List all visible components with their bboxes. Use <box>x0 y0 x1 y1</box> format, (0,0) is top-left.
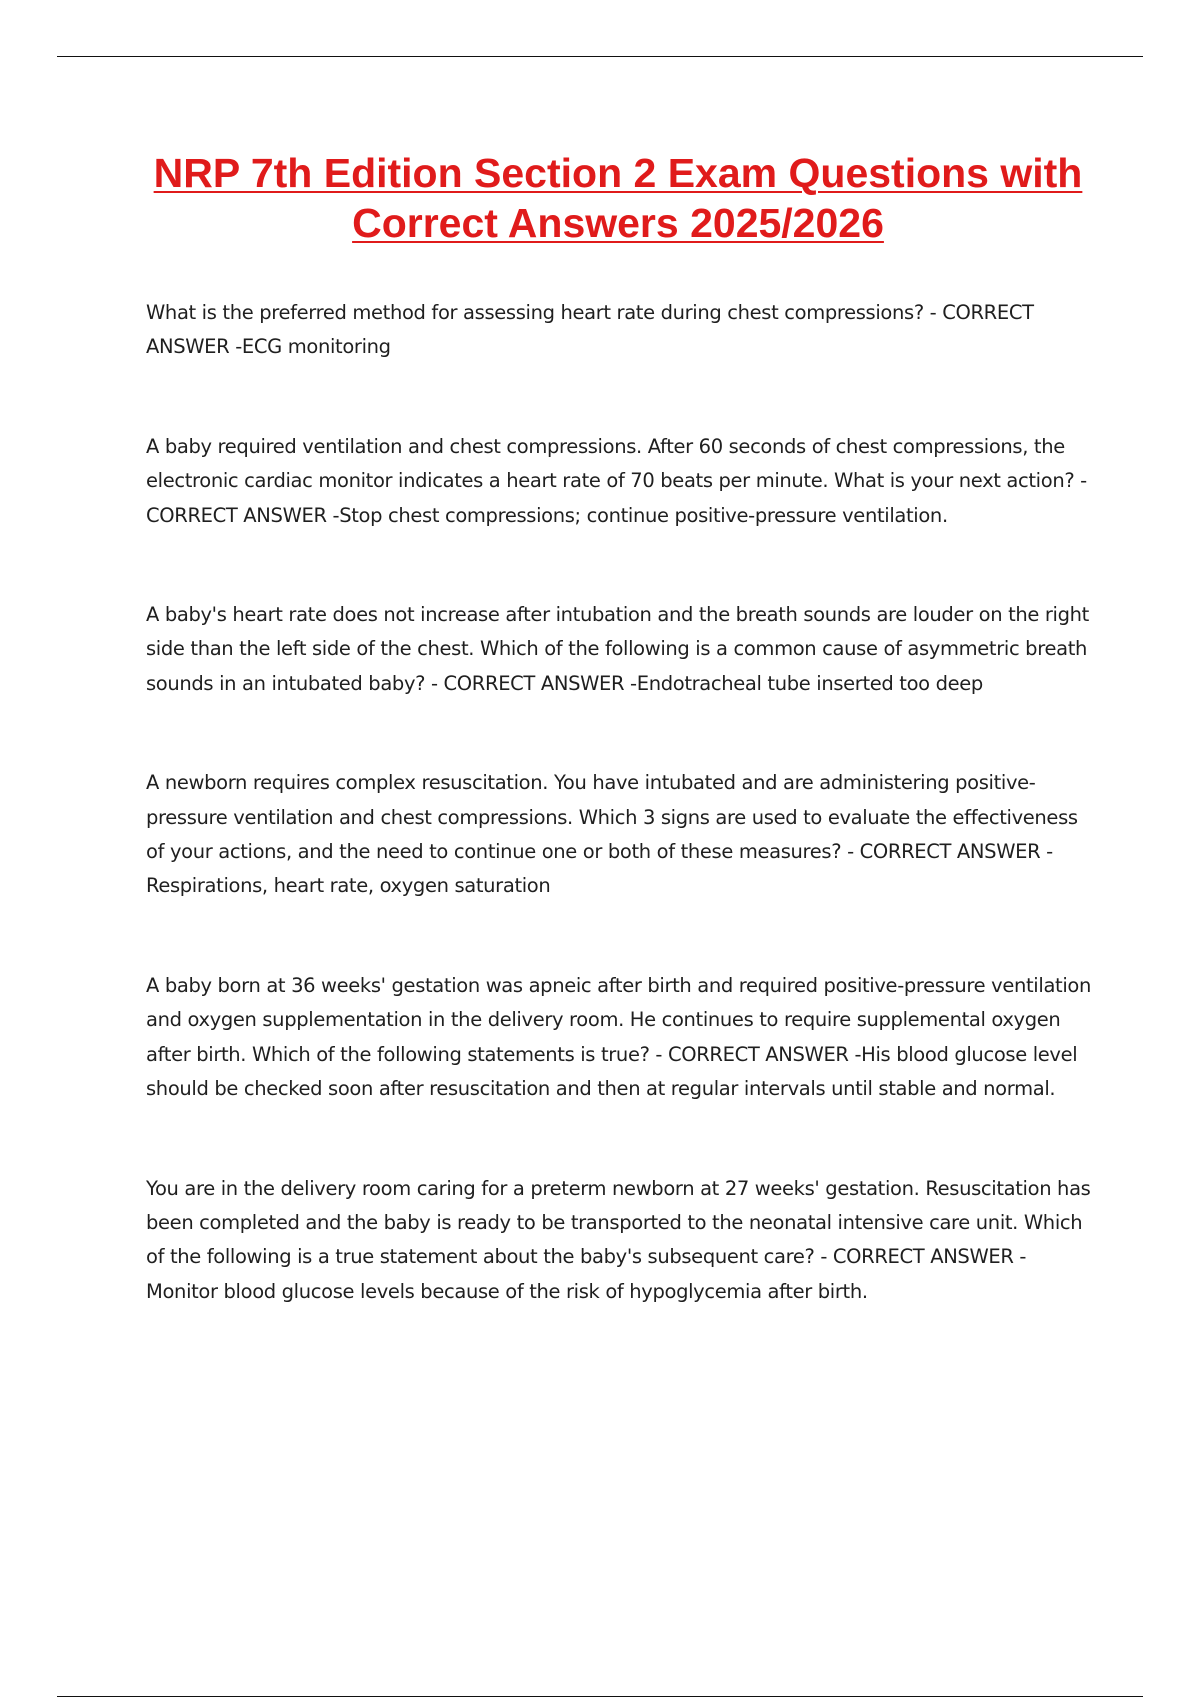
question-answer-4: A newborn requires complex resuscitation. You have intubated and are administering positive-pressure ventilation and chest compressions. Which 3 signs are used to evaluate the effectiveness of your actions, and the need to continue one or both of these measures? - CORRECT ANSWER -Respirations, heart rate, oxygen saturation <box>146 771 1078 898</box>
question-answer-5: A baby born at 36 weeks' gestation was apneic after birth and required positive-pressure ventilation and oxygen supplementation in the delivery room. He continues to require supplemental oxygen after birth. Which of the following statements is true? - CORRECT ANSWER -His blood glucose level should be checked soon after resuscitation and then at regular intervals until stable and normal. <box>146 973 1091 1101</box>
question-answer-3: A baby's heart rate does not increase after intubation and the breath sounds are louder on the right side than the left side of the chest. Which of the following is a common cause of asymmetric breath sounds in an intubated baby? - CORRECT ANSWER -Endotracheal tube inserted too deep <box>146 603 1089 695</box>
document-title: NRP 7th Edition Section 2 Exam Questions with Correct Answers 2025/2026 <box>153 150 1083 246</box>
top-divider <box>57 56 1143 57</box>
bottom-divider <box>57 1696 1143 1697</box>
question-answer-2: A baby required ventilation and chest compressions. After 60 seconds of chest compressions, the electronic cardiac monitor indicates a heart rate of 70 beats per minute. What is your next action? - CORRECT ANSWER -Stop chest compressions; continue positive-pressure ventilation. <box>146 434 1087 527</box>
question-list <box>146 296 1096 1309</box>
question-answer-1: What is the preferred method for assessing heart rate during chest compressions? - CORRECT ANSWER -ECG monitoring <box>146 301 1034 359</box>
question-answer-6: You are in the delivery room caring for a preterm newborn at 27 weeks' gestation. Resuscitation has been completed and the baby is ready to be transported to the neonatal intensive care unit. Which of the following is a true statement about the baby's subsequent care? - CORRECT ANSWER -Monitor blood glucose levels because of the risk of hypoglycemia after birth. <box>146 1176 1091 1303</box>
